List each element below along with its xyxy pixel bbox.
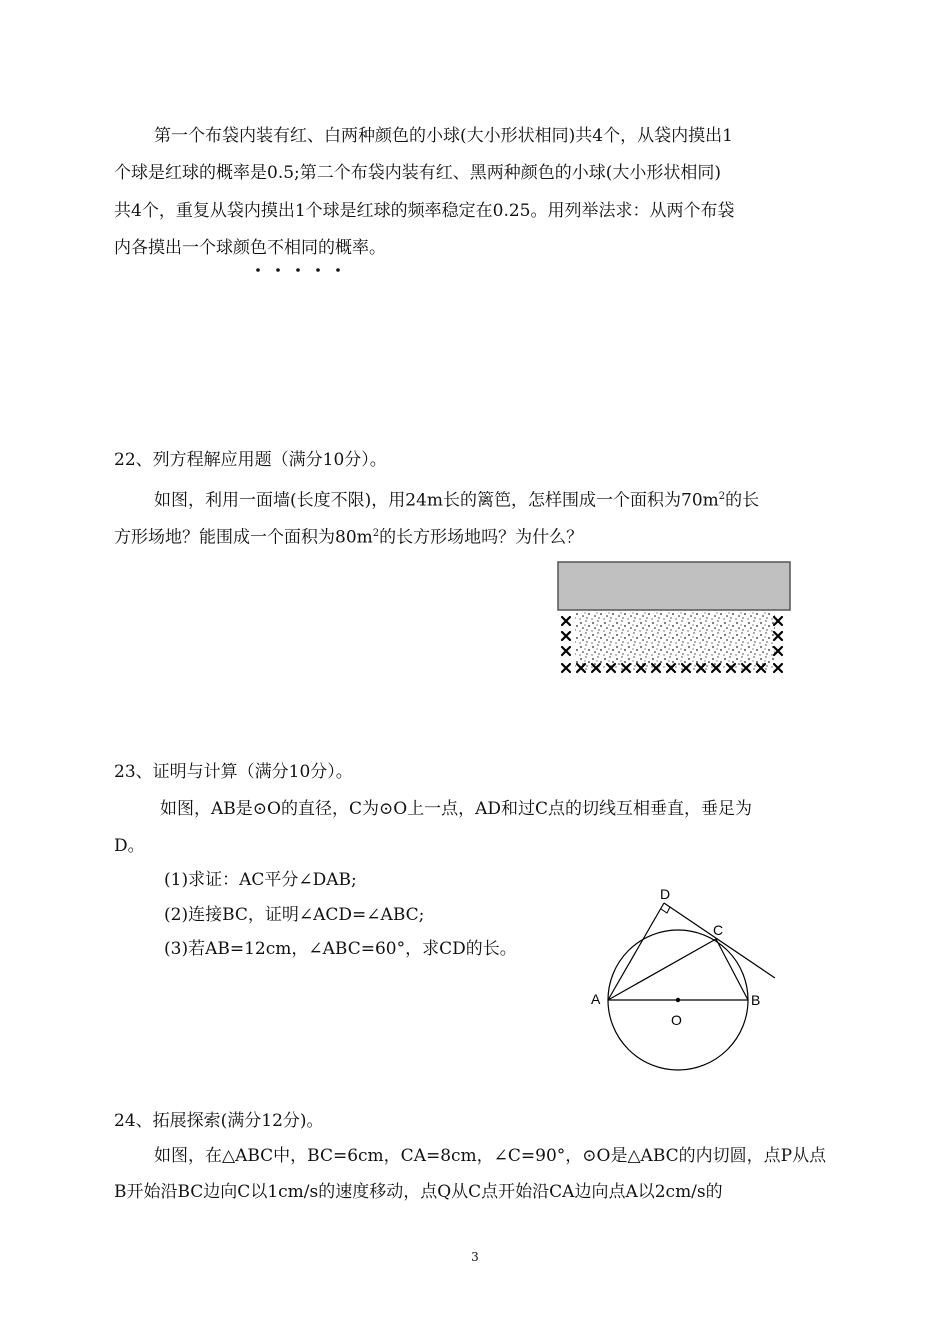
q21-text-line-3: 共4个，重复从袋内摸出1个球是红球的频率稳定在0.25。用列举法求：从两个布袋 [114, 201, 735, 221]
q23-item-2: (2)连接BC，证明∠ACD=∠ABC; [164, 905, 425, 925]
q22-text-line-1 [154, 485, 759, 513]
q24-text-line-1: 如图，在△ABC中，BC=6cm，CA=8cm，∠C=90°，⊙O是△ABC的内切圆，点P从点 [154, 1146, 827, 1166]
field-area [575, 612, 775, 670]
chord-bc [716, 939, 748, 1000]
tangent-line [664, 903, 775, 978]
q22-line2-part-b: 的长方形场地吗？为什么？ [379, 527, 584, 548]
q23-item-3: (3)若AB=12cm，∠ABC=60°，求CD的长。 [164, 939, 517, 959]
wall-rect [558, 562, 790, 610]
q24-text-line-2: B开始沿BC边向C以1cm/s的速度移动，点Q从C点开始沿CA边向点A以2cm/s的 [114, 1182, 723, 1202]
q22-text-line-2 [114, 522, 583, 550]
label-b: B [751, 992, 761, 1008]
q22-line1-part-a: 如图，利用一面墙(长度不限)，用24m长的篱笆，怎样围成一个面积为70m [154, 490, 719, 511]
circle-tangent-figure [585, 880, 785, 1075]
q21-text-line-4: 内各摸出一个球颜色不相同的概率。 [114, 238, 386, 258]
center-dot [676, 998, 680, 1002]
q21-text-line-1: 第一个布袋内装有红、白两种颜色的小球(大小形状相同)共4个，从袋内摸出1 [154, 126, 733, 146]
q23-item-1: (1)求证：AC平分∠DAB; [164, 870, 357, 890]
emphasis-dots [254, 266, 344, 274]
wall-fence-figure [555, 560, 795, 682]
right-angle-mark [661, 907, 670, 913]
line-ad [608, 903, 664, 1000]
q24-heading: 24、拓展探索(满分12分)。 [114, 1111, 324, 1131]
label-c: C [713, 922, 724, 938]
q23-text-line-1: 如图，AB是⊙O的直径，C为⊙O上一点，AD和过C点的切线互相垂直，垂足为 [160, 799, 753, 819]
label-d: D [660, 886, 671, 902]
q22-line2-superscript: 2 [372, 528, 380, 539]
q23-heading: 23、证明与计算（满分10分）。 [114, 762, 353, 782]
q23-text-line-2: D。 [114, 836, 145, 856]
q21-text-line-2: 个球是红球的概率是0.5;第二个布袋内装有红、黑两种颜色的小球(大小形状相同) [114, 163, 722, 183]
label-a: A [591, 991, 601, 1007]
label-o: O [671, 1012, 682, 1028]
page-number: 3 [471, 1250, 479, 1264]
q22-line1-superscript: 2 [718, 491, 726, 502]
chord-ac [608, 939, 716, 1000]
q22-line2-part-a: 方形场地？能围成一个面积为80m [114, 527, 373, 548]
q22-heading: 22、列方程解应用题（满分10分）。 [114, 450, 387, 470]
q22-line1-part-b: 的长 [725, 490, 760, 511]
